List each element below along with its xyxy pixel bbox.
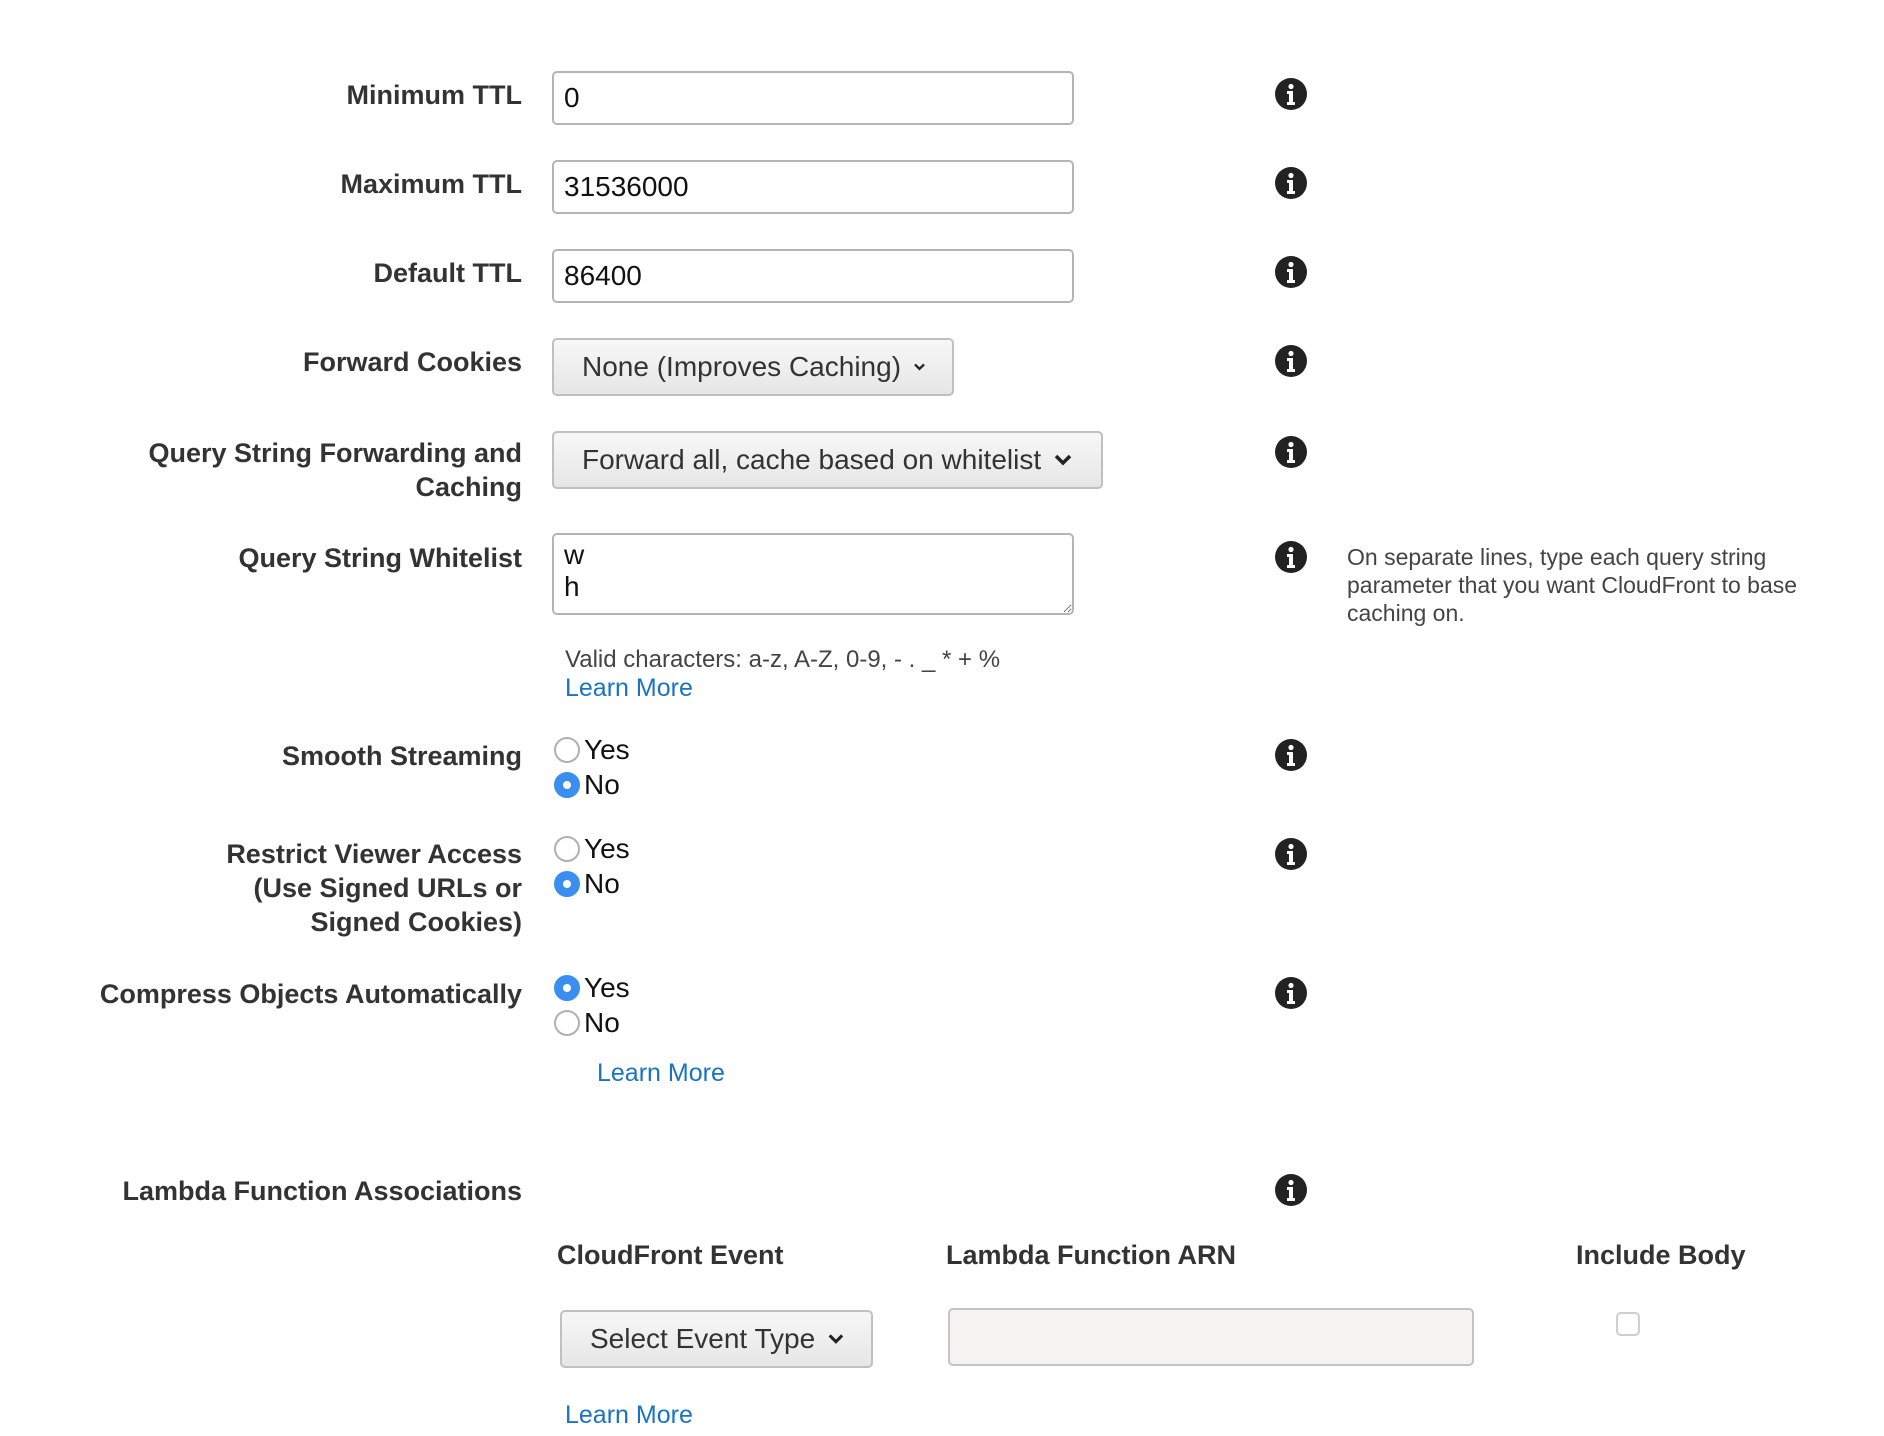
compress-yes[interactable]: [554, 971, 630, 1005]
cloudfront-event-header: CloudFront Event: [557, 1240, 784, 1270]
forward-cookies-select[interactable]: [552, 338, 954, 396]
default-ttl-input[interactable]: [552, 249, 1074, 303]
query-forwarding-select[interactable]: [552, 431, 1103, 489]
query-whitelist-label: Query String Whitelist: [238, 543, 522, 573]
include-body-header: Include Body: [1576, 1240, 1746, 1270]
info-icon[interactable]: [1275, 739, 1307, 771]
smooth-streaming-label: Smooth Streaming: [281, 741, 522, 771]
restrict-viewer-label-line1: Restrict Viewer Access: [226, 839, 522, 869]
query-forwarding-value: Forward all, cache based on whitelist: [582, 444, 1042, 475]
radio-button[interactable]: [554, 737, 580, 763]
query-whitelist-textarea[interactable]: [552, 533, 1074, 615]
smooth-streaming-no[interactable]: [554, 768, 620, 802]
lambda-associations-label: Lambda Function Associations: [122, 1176, 522, 1206]
include-body-checkbox[interactable]: [1616, 1312, 1640, 1336]
radio-button[interactable]: [554, 1010, 580, 1036]
chevron-down-icon: [827, 1329, 845, 1349]
radio-button[interactable]: [554, 772, 580, 798]
max-ttl-input[interactable]: [552, 160, 1074, 214]
radio-label: No: [584, 868, 620, 899]
restrict-viewer-label-line2: (Use Signed URLs or: [253, 873, 522, 903]
radio-button[interactable]: [554, 836, 580, 862]
info-icon[interactable]: [1275, 541, 1307, 573]
max-ttl-label: Maximum TTL: [340, 169, 522, 199]
lambda-arn-input[interactable]: [948, 1308, 1474, 1366]
compress-label: Compress Objects Automatically: [99, 979, 522, 1009]
query-forwarding-label-line2: Caching: [415, 472, 522, 502]
radio-label: Yes: [584, 972, 630, 1003]
radio-label: No: [584, 769, 620, 800]
info-icon[interactable]: [1275, 167, 1307, 199]
min-ttl-input[interactable]: [552, 71, 1074, 125]
learn-more-link[interactable]: Learn More: [565, 674, 693, 702]
query-forwarding-label: [148, 436, 522, 504]
radio-label: Yes: [584, 833, 630, 864]
smooth-streaming-yes[interactable]: [554, 733, 630, 767]
radio-button[interactable]: [554, 871, 580, 897]
forward-cookies-label: Forward Cookies: [302, 347, 522, 377]
info-icon[interactable]: [1275, 345, 1307, 377]
radio-label: No: [584, 1007, 620, 1038]
default-ttl-label: Default TTL: [373, 258, 522, 288]
radio-label: Yes: [584, 734, 630, 765]
forward-cookies-value: None (Improves Caching): [582, 351, 902, 382]
learn-more-link[interactable]: Learn More: [565, 1401, 693, 1429]
info-icon[interactable]: [1275, 256, 1307, 288]
info-icon[interactable]: [1275, 436, 1307, 468]
info-icon[interactable]: [1275, 838, 1307, 870]
restrict-viewer-yes[interactable]: [554, 832, 630, 866]
valid-characters-text: Valid characters: a-z, A-Z, 0-9, - . _ * + %: [565, 646, 1001, 673]
restrict-viewer-no[interactable]: [554, 867, 620, 901]
query-forwarding-label-line1: Query String Forwarding and: [148, 438, 522, 468]
compress-no[interactable]: [554, 1006, 620, 1040]
info-icon[interactable]: [1275, 78, 1307, 110]
query-whitelist-hint: On separate lines, type each query string parameter that you want CloudFront to base caching on.: [1347, 544, 1798, 626]
min-ttl-label: Minimum TTL: [346, 80, 522, 110]
chevron-down-icon: [913, 357, 926, 377]
lambda-arn-header: Lambda Function ARN: [946, 1240, 1236, 1270]
radio-button[interactable]: [554, 975, 580, 1001]
learn-more-link[interactable]: Learn More: [597, 1059, 725, 1087]
restrict-viewer-label: [226, 837, 522, 939]
restrict-viewer-label-line3: Signed Cookies): [310, 907, 522, 937]
info-icon[interactable]: [1275, 1174, 1307, 1206]
info-icon[interactable]: [1275, 977, 1307, 1009]
chevron-down-icon: [1053, 450, 1073, 470]
event-type-value: Select Event Type: [590, 1323, 816, 1354]
event-type-select[interactable]: [560, 1310, 873, 1368]
